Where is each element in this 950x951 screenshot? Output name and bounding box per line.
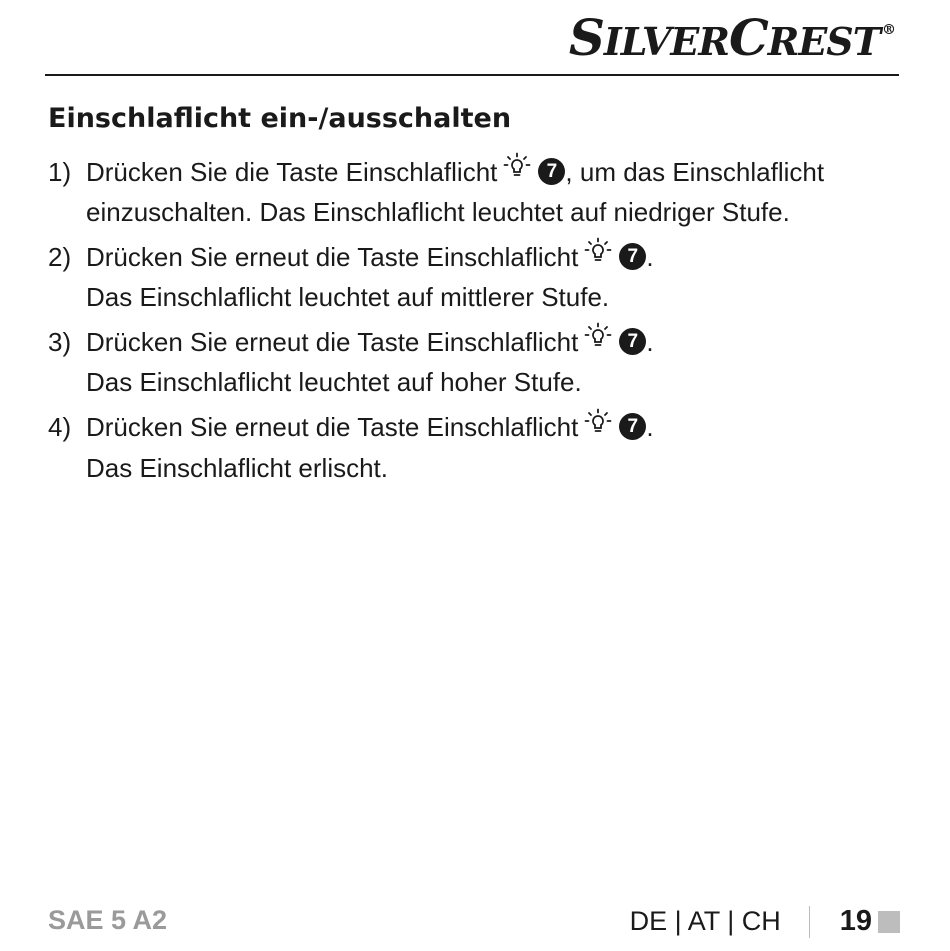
step-4 [48, 408, 908, 486]
step-text-part: Drücken Sie erneut die Taste Einschlaflicht [86, 242, 579, 273]
step-result: Das Einschlaflicht erlischt. [86, 452, 388, 483]
item-7-badge: 7 [619, 243, 646, 270]
step-number: 2) [48, 242, 72, 273]
step-text-part: . [646, 242, 654, 273]
step-text-part: . [646, 327, 654, 358]
step-text [86, 323, 908, 401]
step-text [86, 153, 908, 231]
item-7-badge: 7 [619, 328, 646, 355]
brand-letter: C [728, 8, 768, 67]
step-number: 4) [48, 412, 72, 443]
brand-letters: REST [767, 19, 880, 64]
country-codes: DE | AT | CH [629, 906, 781, 936]
footer-page-info [630, 905, 900, 938]
section-title: Einschlaflicht ein-/ausschalten [48, 103, 512, 134]
step-number: 3) [48, 327, 72, 358]
brand-letter: S [568, 8, 604, 67]
brand-logo [569, 8, 895, 67]
item-7-badge: 7 [538, 158, 565, 185]
model-number: SAE 5 A2 [48, 905, 168, 935]
step-3 [48, 323, 908, 401]
step-result: Das Einschlaflicht leuchtet auf mittlerer Stufe. [86, 282, 610, 313]
step-2 [48, 238, 908, 316]
step-text [86, 408, 908, 486]
night-light-icon [584, 408, 612, 446]
step-text-part: , um das Einschlaflicht einzuschalten. Das Einschlaflicht leuchtet auf niedriger Stufe. [86, 157, 825, 228]
step-text-part: Drücken Sie erneut die Taste Einschlaflicht [86, 327, 579, 358]
page-number: 19 [839, 905, 872, 937]
instruction-list [48, 153, 908, 494]
step-text-part: . [646, 412, 654, 443]
step-text [86, 238, 908, 316]
registered-mark: ® [882, 22, 895, 38]
night-light-icon [503, 152, 531, 190]
footer-divider [809, 906, 810, 938]
night-light-icon [584, 322, 612, 360]
step-text-part: Drücken Sie erneut die Taste Einschlaflicht [86, 412, 579, 443]
step-1 [48, 153, 908, 231]
page-marker-square [878, 911, 900, 933]
brand-letters: ILVER [603, 19, 729, 64]
header-rule [45, 74, 899, 76]
step-result: Das Einschlaflicht leuchtet auf hoher Stufe. [86, 367, 582, 398]
step-number: 1) [48, 157, 72, 187]
night-light-icon [584, 237, 612, 275]
step-text-part: Drücken Sie die Taste Einschlaflicht [86, 157, 498, 187]
item-7-badge: 7 [619, 413, 646, 440]
